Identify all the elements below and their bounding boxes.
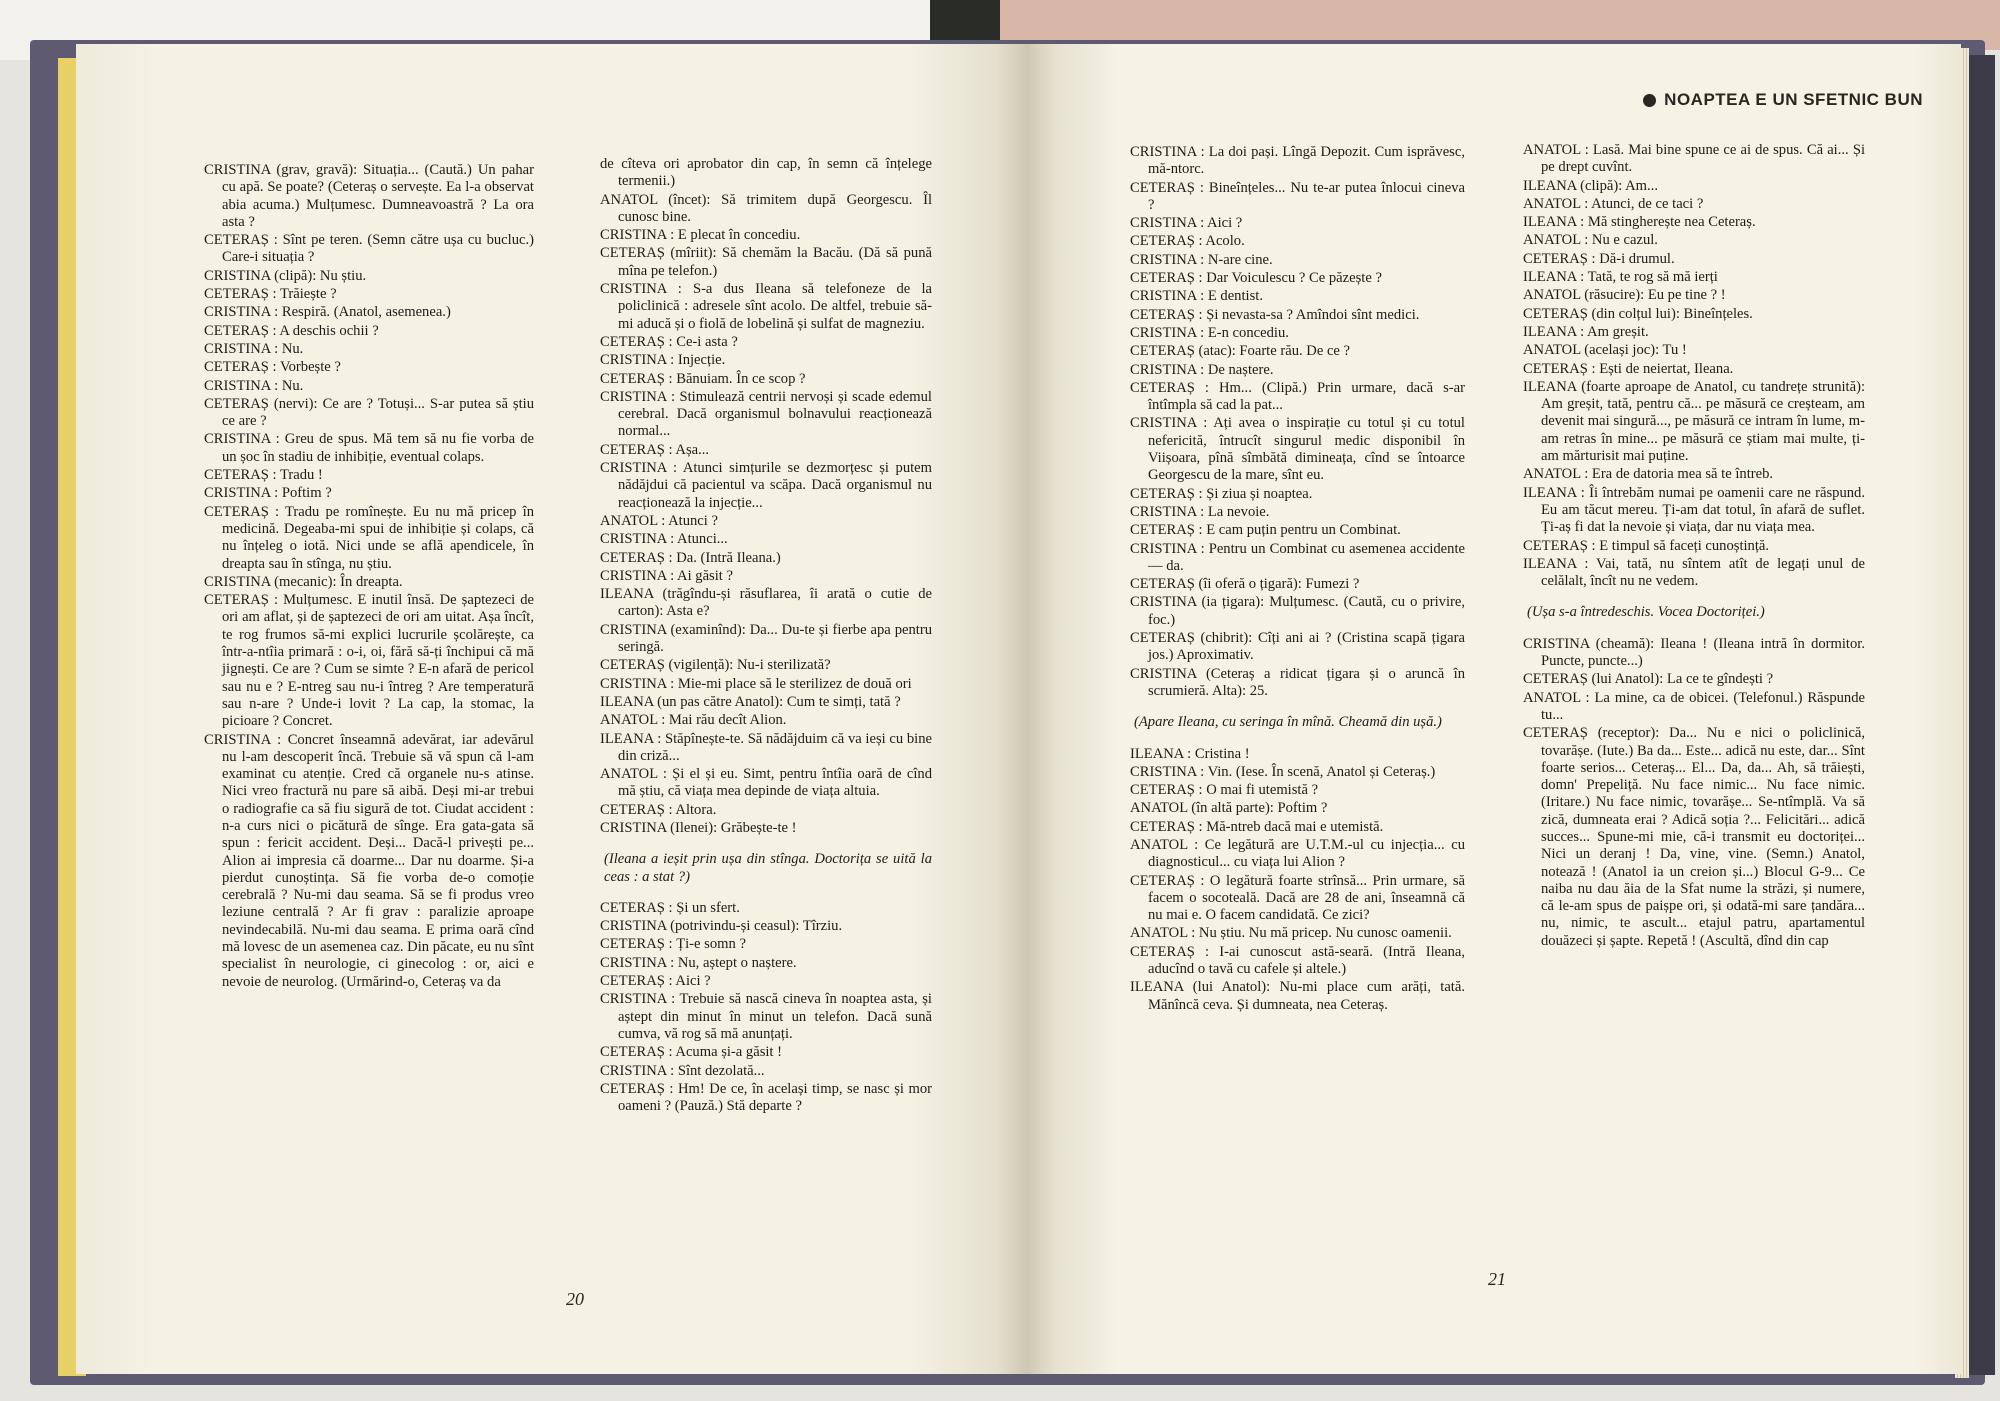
dialogue-line: ILEANA (lui Anatol): Nu-mi place cum arăți, tată. Mănîncă ceva. Și dumneata, nea Ceteraș. bbox=[1130, 979, 1465, 1013]
dialogue-line: de cîteva ori aprobator din cap, în semn că înțelege termenii.) bbox=[600, 156, 932, 190]
left-page-column-1 bbox=[204, 162, 534, 992]
dialogue-line: CRISTINA : Nu. bbox=[204, 377, 304, 394]
dialogue-line: CETERAȘ : Mă-ntreb dacă mai e utemistă. bbox=[1130, 818, 1384, 835]
dialogue-line: CRISTINA (mecanic): În dreapta. bbox=[204, 573, 403, 590]
dialogue-line: ANATOL : Și el și eu. Simt, pentru întîia oară de cînd mă știu, că viața mea depinde de viața altuia. bbox=[600, 766, 932, 800]
dialogue-line: CRISTINA : N-are cine. bbox=[1130, 251, 1273, 268]
dialogue-line: CETERAȘ (atac): Foarte rău. De ce ? bbox=[1130, 343, 1351, 360]
dialogue-line: ANATOL : Nu e cazul. bbox=[1523, 232, 1658, 249]
dialogue-line: ANATOL : Nu știu. Nu mă pricep. Nu cunosc oamenii. bbox=[1130, 925, 1452, 942]
dialogue-line: ILEANA : Îi întrebăm numai pe oamenii care ne răspund. Eu am tăcut mereu. Ți-am dat totul, în afară de suflet. Ți-aș fi dat la nevoie și viața, dar nu viața mea. bbox=[1523, 484, 1865, 536]
dialogue-line: CRISTINA : Vin. (Iese. În scenă, Anatol și Ceteraș.) bbox=[1130, 763, 1436, 780]
dialogue-line: CETERAȘ : Altora. bbox=[600, 801, 717, 818]
dialogue-line: CETERAȘ : E cam puțin pentru un Combinat. bbox=[1130, 522, 1401, 539]
dialogue-line: CETERAȘ : Mulțumesc. E inutil însă. De șaptezeci de ori am aflat, și de șaptezeci de ori am uitat. Așa încît, te rog frumos să-mi explici lucrurile școlărește, ca într-a-ntîia primară : o-i, oi, fără să-ți închipui că mă jignești. Ce are ? Cum se simte ? E-n afară de pericol sau nu e ? E-ntreg sau nu-i întreg ? Are temperatură sau n-are ? Unde-i lovit ? La cap, la stomac, la picioare ? Concret. bbox=[204, 592, 534, 730]
dialogue-line: CRISTINA (cheamă): Ileana ! (Ileana intră în dormitor. Puncte, puncte...) bbox=[1523, 635, 1865, 670]
dialogue-line: ANATOL (încet): Să trimitem după Georgescu. Îl cunosc bine. bbox=[600, 191, 932, 225]
dialogue-line: CRISTINA : Pentru un Combinat cu asemenea accidente — da. bbox=[1130, 540, 1465, 574]
dialogue-line: ILEANA : Tată, te rog să mă ierți bbox=[1523, 269, 1718, 286]
dialogue-line: ANATOL : Atunci, de ce taci ? bbox=[1523, 195, 1704, 212]
dialogue-line: CRISTINA : Ai găsit ? bbox=[600, 567, 733, 584]
dialogue-line: CETERAȘ : Acuma și-a găsit ! bbox=[600, 1044, 782, 1061]
dialogue-line: CETERAȘ : Și ziua și noaptea. bbox=[1130, 485, 1313, 502]
book-cover-edge bbox=[1965, 55, 1995, 1375]
stage-direction: (Apare Ileana, cu seringa în mînă. Cheamă din ușă.) bbox=[1134, 714, 1442, 731]
dialogue-line: CETERAȘ : Și nevasta-sa ? Amîndoi sînt medici. bbox=[1130, 306, 1420, 323]
dialogue-line: ILEANA : Stăpînește-te. Să nădăjduim că va ieși cu bine din criză... bbox=[600, 730, 932, 764]
dialogue-line: CRISTINA : Atunci... bbox=[600, 531, 728, 548]
dialogue-line: ANATOL (același joc): Tu ! bbox=[1523, 342, 1687, 359]
dialogue-line: CETERAȘ : Dă-i drumul. bbox=[1523, 250, 1675, 267]
dialogue-line: CRISTINA (clipă): Nu știu. bbox=[204, 267, 367, 284]
dialogue-line: CRISTINA : La doi pași. Lîngă Depozit. Cum isprăvesc, mă-ntorc. bbox=[1130, 144, 1465, 178]
dialogue-line: CRISTINA : Injecție. bbox=[600, 352, 726, 369]
dialogue-line: CRISTINA : La nevoie. bbox=[1130, 503, 1270, 520]
dialogue-line: CRISTINA : E plecat în concediu. bbox=[600, 227, 801, 244]
dialogue-line: CETERAȘ : Ți-e somn ? bbox=[600, 936, 746, 953]
stage-direction: (Ileana a ieșit prin ușa din stînga. Doctorița se uită la ceas : a stat ?) bbox=[604, 851, 932, 885]
dialogue-line: CRISTINA (Ilenei): Grăbește-te ! bbox=[600, 819, 797, 836]
dialogue-line: CRISTINA : Sînt dezolată... bbox=[600, 1062, 765, 1079]
dialogue-line: ILEANA : Mă stingherește nea Ceteraș. bbox=[1523, 214, 1756, 231]
dialogue-line: CRISTINA : Mie-mi place să le sterilizez de două ori bbox=[600, 675, 912, 692]
background-dark-strip bbox=[930, 0, 1000, 40]
dialogue-line: CETERAȘ : Ești de neiertat, Ileana. bbox=[1523, 360, 1734, 377]
dialogue-line: CRISTINA (grav, gravă): Situația... (Caută.) Un pahar cu apă. Se poate? (Ceteraș o servește. Ea l-a observat abia acuma.) Mulțumesc. Dumneavoastră ? La ora asta ? bbox=[204, 162, 534, 230]
dialogue-line: CETERAȘ (lui Anatol): La ce te gîndești ? bbox=[1523, 671, 1774, 688]
dialogue-line: CRISTINA (ia țigara): Mulțumesc. (Caută, cu o privire, foc.) bbox=[1130, 594, 1465, 628]
dialogue-line: CETERAȘ (mîriit): Să chemăm la Bacău. (Dă să pună mîna pe telefon.) bbox=[600, 245, 932, 279]
running-header bbox=[1643, 90, 1923, 110]
dialogue-line: CRISTINA (Ceteraș a ridicat țigara și o aruncă în scrumieră. Alta): 25. bbox=[1130, 665, 1465, 699]
dialogue-line: CETERAȘ : Bineînțeles... Nu te-ar putea înlocui cineva ? bbox=[1130, 179, 1465, 213]
dialogue-line: CRISTINA : Poftim ? bbox=[204, 485, 332, 502]
dialogue-line: CETERAȘ : O mai fi utemistă ? bbox=[1130, 782, 1319, 799]
dialogue-line: ANATOL : Ce legătură are U.T.M.-ul cu injecția... cu diagnosticul... cu viața lui Alion ? bbox=[1130, 836, 1465, 871]
dialogue-line: CETERAȘ : Hm... (Clipă.) Prin urmare, dacă s-ar întîmpla să cad la pat... bbox=[1130, 379, 1465, 414]
dialogue-line: CETERAȘ (chibrit): Cîți ani ai ? (Cristina scapă țigara jos.) Aproximativ. bbox=[1130, 630, 1465, 664]
dialogue-line: CRISTINA : Nu. bbox=[204, 340, 304, 357]
dialogue-line: CRISTINA : De naștere. bbox=[1130, 361, 1274, 378]
dialogue-line: CETERAȘ (vigilență): Nu-i sterilizată? bbox=[600, 657, 831, 674]
right-page-number: 21 bbox=[1488, 1269, 1506, 1289]
dialogue-line: CRISTINA : Greu de spus. Mă tem să nu fie vorba de un șoc în stadiu de inhibiție, eventual colaps. bbox=[204, 431, 534, 465]
dialogue-line: CETERAȘ (îi oferă o țigară): Fumezi ? bbox=[1130, 576, 1360, 593]
dialogue-line: CRISTINA : Stimulează centrii nervoși și scade edemul cerebral. Dacă organismul bolnavului reacționează normal... bbox=[600, 388, 932, 440]
stage-direction: (Ușa s-a întredeschis. Vocea Doctoriței.) bbox=[1527, 604, 1765, 621]
dialogue-line: CRISTINA : Aici ? bbox=[1130, 215, 1243, 232]
dialogue-line: CETERAȘ : Și un sfert. bbox=[600, 899, 740, 916]
right-page-column-1 bbox=[1130, 144, 1465, 1015]
dialogue-line: ILEANA (trăgîndu-și răsuflarea, îi arată o cutie de carton): Asta e? bbox=[600, 586, 932, 620]
dialogue-line: CETERAȘ : Da. (Intră Ileana.) bbox=[600, 549, 781, 566]
dialogue-line: CETERAȘ : Acolo. bbox=[1130, 233, 1245, 250]
dialogue-line: ANATOL : Mai rău decît Alion. bbox=[600, 712, 787, 729]
dialogue-line: ANATOL : La mine, ca de obicei. (Telefonul.) Răspunde tu... bbox=[1523, 689, 1865, 723]
left-page bbox=[76, 44, 1026, 1374]
dialogue-line: ANATOL : Atunci ? bbox=[600, 512, 718, 529]
dialogue-line: CETERAȘ : I-ai cunoscut astă-seară. (Intră Ileana, aducînd o tavă cu cafele și altele.) bbox=[1130, 943, 1465, 978]
dialogue-line: CRISTINA : Atunci simțurile se dezmorțesc și putem nădăjdui că pacientul va scăpa. Dacă organismul nu reacționează la injecție... bbox=[600, 460, 932, 511]
dialogue-line: ANATOL (răsucire): Eu pe tine ? ! bbox=[1523, 287, 1726, 304]
dialogue-line: ILEANA (clipă): Am... bbox=[1523, 177, 1658, 194]
dialogue-line: CRISTINA (potrivindu-și ceasul): Tîrziu. bbox=[600, 918, 843, 935]
right-page bbox=[1026, 44, 1961, 1374]
dialogue-line: CRISTINA : S-a dus Ileana să telefoneze de la policlinică : adresele sînt acolo. De altfel, trebuie să-mi aducă și o fiolă de lobelină și sulfat de magneziu. bbox=[600, 281, 932, 332]
dialogue-line: CETERAȘ : E timpul să faceți cunoștință. bbox=[1523, 537, 1770, 554]
dialogue-line: CETERAȘ : Ce-i asta ? bbox=[600, 333, 738, 350]
dialogue-line: ILEANA (foarte aproape de Anatol, cu tandrețe strunită): Am greșit, tată, pentru că... pe măsură ce creșteam, am devenit mai singură..., pe măsură ce intram în lume, m-am retras în mine... pe măsură ce știam mai multe, ți-am mărturisit mai puține. bbox=[1523, 378, 1865, 465]
header-title: NOAPTEA E UN SFETNIC BUN bbox=[1664, 90, 1923, 109]
left-page-column-2 bbox=[600, 156, 932, 1116]
dialogue-line: ANATOL : Lasă. Mai bine spune ce ai de spus. Că ai... Și pe drept cuvînt. bbox=[1523, 142, 1865, 176]
dialogue-line: CRISTINA : Respiră. (Anatol, asemenea.) bbox=[204, 304, 451, 321]
dialogue-line: CRISTINA : Ați avea o inspirație cu totul și cu totul nefericită, întrucît singurul medic disponibil în Viișoara, pînă sîmbătă dimineața, cînd se întoarce Georgescu de la mare, sînt eu. bbox=[1130, 415, 1465, 484]
dialogue-line: CETERAȘ : Aici ? bbox=[600, 973, 711, 990]
dialogue-line: CETERAȘ : Sînt pe teren. (Semn către ușa cu bucluc.) Care-i situația ? bbox=[204, 232, 534, 266]
dialogue-line: CRISTINA (examinînd): Da... Du-te și fierbe apa pentru seringă. bbox=[600, 621, 932, 656]
left-page-number: 20 bbox=[566, 1289, 584, 1309]
dialogue-line: ANATOL : Era de datoria mea să te întreb. bbox=[1523, 466, 1774, 483]
dialogue-line: CETERAȘ : Tradu ! bbox=[204, 467, 323, 484]
dialogue-line: CETERAȘ : A deschis ochii ? bbox=[204, 322, 379, 339]
dialogue-line: ILEANA : Am greșit. bbox=[1523, 323, 1649, 340]
dialogue-line: CETERAȘ : Hm! De ce, în același timp, se nasc și mor oameni ? (Pauză.) Stă departe ? bbox=[600, 1080, 932, 1115]
dialogue-line: CETERAȘ : O legătură foarte strînsă... Prin urmare, să facem o socoteală. Dacă are 28 de ani, înseamnă că nu mai e. O facem candidată. Ce zici? bbox=[1130, 872, 1465, 924]
dialogue-line: CETERAȘ : Așa... bbox=[600, 441, 710, 458]
dialogue-line: CRISTINA : E dentist. bbox=[1130, 288, 1263, 305]
dialogue-line: CRISTINA : E-n concediu. bbox=[1130, 324, 1289, 341]
dialogue-line: CETERAȘ : Trăiește ? bbox=[204, 286, 337, 303]
dialogue-line: CRISTINA : Concret înseamnă adevărat, iar adevărul nu l-am descoperit încă. Trebuie să vă spun că l-am examinat cu atenție. Cred că organele nu-s atinse. Nici vreo fractură nu pare să aibă. Deși mi-ar trebui o radiografie ca să fiu sigură de tot. Ciudat accident : n-a curs nici o picătură de sînge. Era gata-gata să spun : fericit accident. Deși... Dacă-l privești pe... Alion ai impresia că doarme... Dar nu doarme. Și-a pierdut cunoștința. Să fie vorba de-o comoție cerebrală ? Nu-mi dau seama. Să se fi produs vreo leziune centrală ? Ar fi grav : paralizie aproape nevindecabilă. Nu-mi dau seama. E prima oară cînd mă lovesc de un asemenea caz. Din păcate, eu nu sînt specialist în neurologie, ci ginecolog : or, aici e nevoie de neurolog. (Urmărind-o, Ceteraș va da bbox=[204, 731, 535, 990]
dialogue-line: CETERAȘ (nervi): Ce are ? Totuși... S-ar putea să știu ce are ? bbox=[204, 395, 534, 430]
bullet-icon bbox=[1643, 94, 1656, 107]
dialogue-line: CETERAȘ (din colțul lui): Bineînțeles. bbox=[1523, 305, 1753, 322]
dialogue-line: CETERAȘ : Vorbește ? bbox=[204, 359, 341, 376]
dialogue-line: CRISTINA : Nu, aștept o naștere. bbox=[600, 954, 797, 971]
dialogue-line: CETERAȘ : Dar Voiculescu ? Ce păzește ? bbox=[1130, 270, 1382, 287]
dialogue-line: CETERAȘ : Tradu pe romînește. Eu nu mă pricep în medicină. Degeaba-mi spui de inhibiție și colaps, că nu înțeleg o iotă. Nici unde se află apendicele, în dreapta sau în stînga, nu știu. bbox=[204, 503, 534, 572]
dialogue-line: CRISTINA : Trebuie să nască cineva în noaptea asta, și aștept din minut în minut un telefon. Dacă sună cumva, vă rog să mă anunțați. bbox=[600, 991, 932, 1042]
dialogue-line: ILEANA : Cristina ! bbox=[1130, 745, 1250, 762]
dialogue-line: ANATOL (în altă parte): Poftim ? bbox=[1130, 800, 1328, 817]
dialogue-line: CETERAȘ : Bănuiam. În ce scop ? bbox=[600, 370, 806, 387]
dialogue-line: ILEANA (un pas către Anatol): Cum te simți, tată ? bbox=[600, 693, 901, 710]
right-page-column-2 bbox=[1523, 142, 1865, 951]
dialogue-line: ILEANA : Vai, tată, nu sîntem atît de legați unul de celălalt, încît nu ne vedem. bbox=[1523, 555, 1865, 590]
dialogue-line: CETERAȘ (receptor): Da... Nu e nici o policlinică, tovarășe. (Iute.) Ba da... Este... adică nu este, dar... Sînt foarte serios... Ceteraș... El... Da, da... Ah, să trăiești, domn' Prepeliță. Nu face nimic... Nu face nimic. (Iritare.) Nu face nimic, tovarășe... Se-ntîmplă. Va să zică, dumneata erai ? Adică soția ?... Felicitări... adică succes... Spune-mi mie, că-i transmit eu doctoriței... Nici un deranj ! Da, vine, vine. (Semn.) Anatol, notează ! (Anatol ia un creion și...) Blocul G-9... Ce naiba nu dau ăia de la Sfat nume la străzi, și numere, că le-am spus de paișpe ori, și odată-mi sare țandăra... nu, nimic, te ascult... etajul patru, apartamentul douăzeci și șapte. Repetă ! (Ascultă, dînd din cap bbox=[1523, 725, 1865, 949]
